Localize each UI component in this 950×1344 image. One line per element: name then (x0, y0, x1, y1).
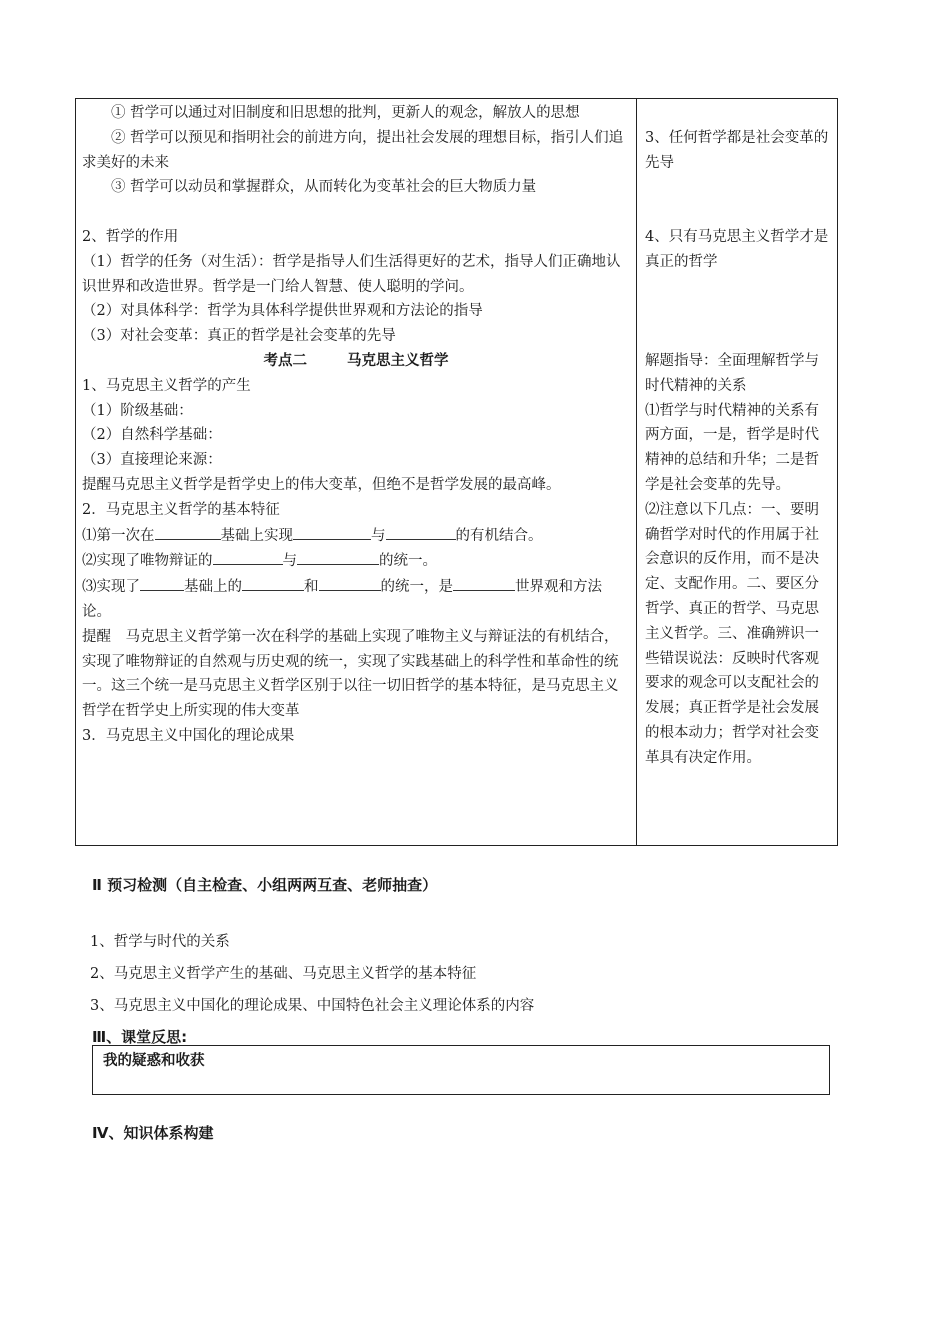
feature-2-text-a: ⑵实现了唯物辩证的 (82, 553, 213, 570)
study-table (75, 98, 838, 846)
reflection-title: Ⅲ、课堂反思: (92, 1028, 188, 1046)
feature-3-text-e: 世界观和方法论。 (82, 579, 602, 620)
sinicization-title: 3．马克思主义中国化的理论成果 (82, 727, 295, 744)
feature-1 (82, 523, 630, 549)
role-title: 2、哲学的作用 (82, 228, 179, 245)
feature-1-text-b: 基础上实现 (220, 527, 293, 544)
spacer (645, 275, 833, 300)
preview-check-title: Ⅱ 预习检测（自主检查、小组两两互查、老师抽查） (92, 876, 438, 894)
origin-1: （1）阶级基础： (82, 402, 193, 419)
fill-blank[interactable] (140, 574, 184, 591)
guide-point-1: ⑴哲学与时代精神的关系有两方面，一是，哲学是时代精神的总结和升华；二是哲学是社会变革的先导。 (645, 402, 819, 493)
fill-blank[interactable] (453, 574, 515, 591)
feature-1-text-c: 与 (371, 527, 386, 544)
spacer (645, 175, 833, 200)
spacer (82, 200, 630, 225)
fill-blank[interactable] (297, 548, 379, 565)
check-item: 1、哲学与时代的关系 (90, 934, 230, 950)
fill-blank[interactable] (242, 574, 304, 591)
check-item: 2、马克思主义哲学产生的基础、马克思主义哲学的基本特征 (90, 966, 477, 982)
spacer (645, 324, 833, 349)
origin-2: （2）自然科学基础： (82, 427, 222, 444)
fill-blank[interactable] (155, 523, 221, 540)
right-item-4: 4、只有马克思主义哲学才是真正的哲学 (645, 228, 829, 270)
effect-3: ③ 哲学可以动员和掌握群众，从而转化为变革社会的巨大物质力量 (111, 179, 537, 196)
spacer (645, 299, 833, 324)
feature-3-text-a: ⑶实现了 (82, 579, 140, 596)
feature-3-text-c: 和 (304, 579, 319, 596)
spacer (645, 200, 833, 225)
right-item-3: 3、任何哲学都是社会变革的先导 (645, 129, 829, 171)
origin-3: （3）直接理论来源： (82, 452, 222, 469)
guide-point-2: ⑵注意以下几点：一、要明确哲学对时代的作用属于社会意识的反作用，而不是决定、支配作用。二、要区分哲学、真正的哲学、马克思主义哲学。三、准确辨识一些错误说法：反映时代客观要求的观念可以支配社会的发展；真正哲学是社会发展的根本动力；哲学对社会变革具有决定作用。 (645, 501, 819, 766)
role-3: （3）对社会变革：真正的哲学是社会变革的先导 (82, 328, 396, 345)
feature-3-text-d: 的统一，是 (380, 579, 453, 596)
check-item: 3、马克思主义中国化的理论成果、中国特色社会主义理论体系的内容 (90, 998, 535, 1014)
feature-1-text-d: 的有机结合。 (455, 527, 543, 544)
spacer (645, 101, 833, 126)
fill-blank[interactable] (319, 574, 381, 591)
reflection-box[interactable] (92, 1045, 830, 1095)
effect-2: ② 哲学可以预见和指明社会的前进方向，提出社会发展的理想目标，指引人们追求美好的未来 (82, 129, 624, 171)
preview-check-list (90, 930, 534, 1026)
fill-blank[interactable] (213, 548, 283, 565)
role-2: （2）对具体科学：哲学为具体科学提供世界观和方法论的指导 (82, 303, 483, 320)
feature-3-text-b: 基础上的 (184, 579, 242, 596)
kaodian-heading (82, 349, 630, 374)
reminder-2: 提醒 马克思主义哲学第一次在科学的基础上实现了唯物主义与辩证法的有机结合，实现了唯物辩证的自然观与历史观的统一，实现了实践基础上的科学性和革命性的统一。这三个统一是马克思主义哲学区别于以往一切旧哲学的基本特征，是马克思主义哲学在哲学史上所实现的伟大变革 (82, 628, 619, 720)
effect-1: ① 哲学可以通过对旧制度和旧思想的批判，更新人的观念，解放人的思想 (111, 105, 580, 121)
feature-1-text-a: ⑴第一次在 (82, 527, 155, 544)
role-1: （1）哲学的任务（对生活）：哲学是指导人们生活得更好的艺术，指导人们正确地认识世界和改造世界。哲学是一门给人智慧、使人聪明的学问。 (82, 253, 621, 295)
feature-2-text-b: 与 (282, 553, 297, 570)
fill-blank[interactable] (293, 523, 371, 540)
left-column (76, 99, 637, 845)
feature-2 (82, 548, 630, 574)
feature-2-text-c: 的统一。 (379, 553, 437, 570)
guide-title: 解题指导：全面理解哲学与时代精神的关系 (645, 352, 819, 394)
right-column (637, 99, 837, 845)
features-title: 2．马克思主义哲学的基本特征 (82, 501, 280, 518)
knowledge-title: Ⅳ、知识体系构建 (92, 1124, 214, 1142)
kaodian-label: 考点二 (263, 351, 307, 369)
feature-3 (82, 574, 630, 625)
kaodian-title: 马克思主义哲学 (347, 351, 449, 369)
reminder-1: 提醒马克思主义哲学是哲学史上的伟大变革，但绝不是哲学发展的最高峰。 (82, 476, 561, 493)
reflection-box-label: 我的疑惑和收获 (103, 1053, 205, 1069)
origin-title: 1、马克思主义哲学的产生 (82, 377, 251, 394)
fill-blank[interactable] (386, 523, 456, 540)
